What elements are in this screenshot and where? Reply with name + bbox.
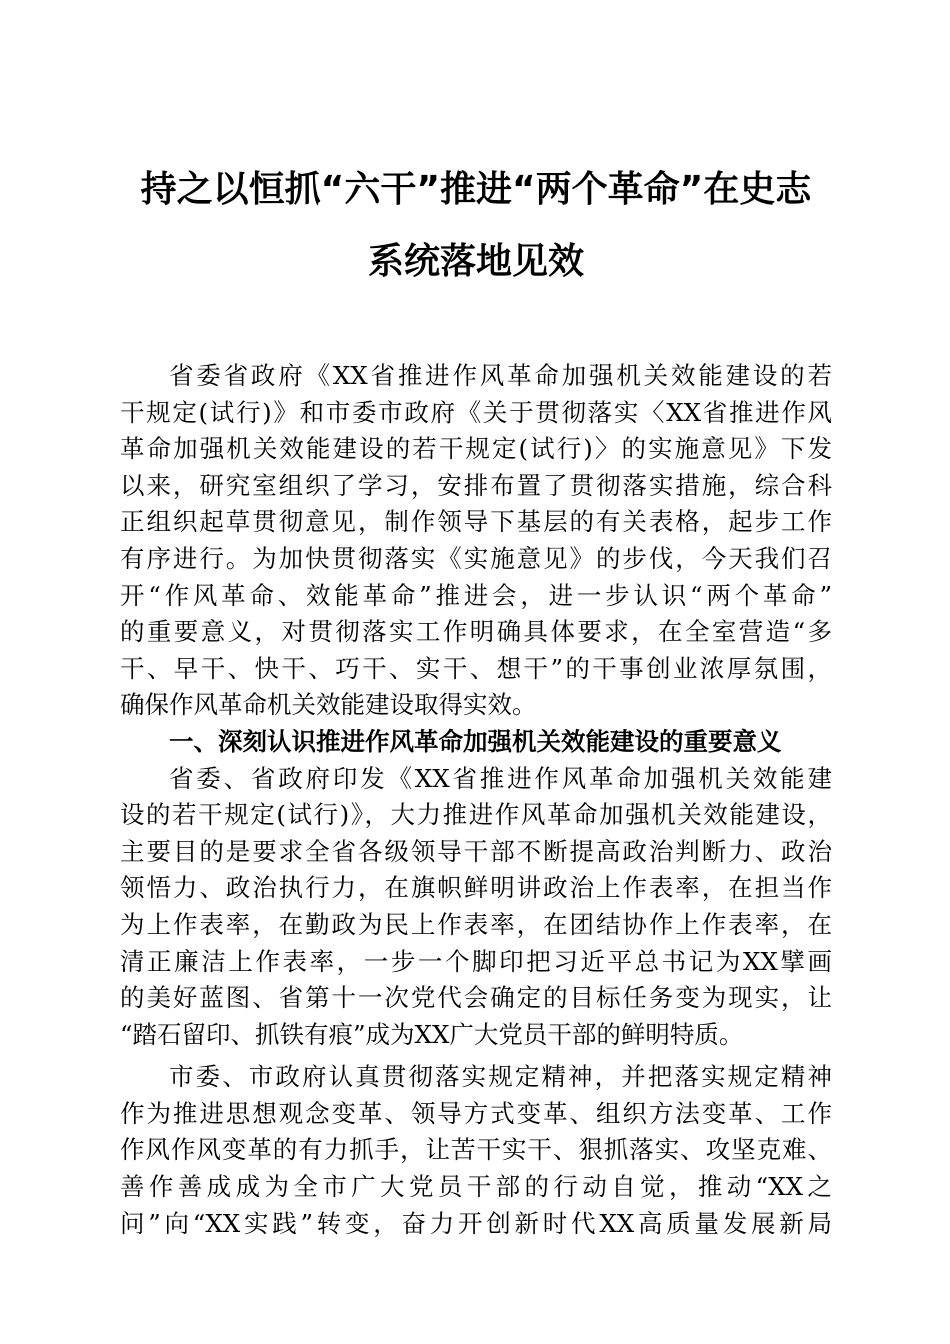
paragraph-section1-a — [120, 761, 832, 1054]
paragraph-intro — [120, 358, 832, 724]
paragraph-line: 作风作风变革的有力抓手，让苦干实干、狠抓落实、攻坚克难、 — [120, 1135, 832, 1165]
paragraph-line: 以来，研究室组织了学习，安排布置了贯彻落实措施，综合科 — [120, 470, 832, 500]
document-title-line-2: 系统落地见效 — [367, 241, 584, 282]
paragraph-line: 的重要意义，对贯彻落实工作明确具体要求，在全室营造“多 — [120, 617, 832, 647]
paragraph-line: 作为推进思想观念变革、领导方式变革、组织方法变革、工作 — [120, 1098, 832, 1128]
paragraph-line: 问”向“XX实践”转变，奋力开创新时代XX高质量发展新局 — [120, 1208, 832, 1238]
paragraph-line: “踏石留印、抓铁有痕”成为XX广大党员干部的鲜明特质。 — [120, 1019, 744, 1049]
document-title-line-1: 持之以恒抓“六干”推进“两个革命”在史志 — [140, 169, 812, 210]
paragraph-section1-b — [120, 1059, 832, 1242]
paragraph-line: 干规定(试行)》和市委市政府《关于贯彻落实〈XX省推进作风 — [120, 397, 832, 427]
paragraph-line: 善作善成成为全市广大党员干部的行动自觉，推动“XX之 — [120, 1172, 832, 1202]
paragraph-line: 市委、市政府认真贯彻落实规定精神，并把落实规定精神 — [169, 1062, 832, 1092]
paragraph-line: 确保作风革命机关效能建设取得实效。 — [120, 690, 537, 720]
paragraph-line: 领悟力、政治执行力，在旗帜鲜明讲政治上作表率，在担当作 — [120, 873, 832, 903]
paragraph-line: 省委省政府《XX省推进作风革命加强机关效能建设的若 — [169, 361, 832, 390]
paragraph-line: 的美好蓝图、省第十一次党代会确定的目标任务变为现实，让 — [120, 983, 832, 1013]
paragraph-line: 开“作风革命、效能革命”推进会，进一步认识“两个革命” — [120, 580, 832, 610]
paragraph-line: 正组织起草贯彻意见，制作领导下基层的有关表格，起步工作 — [120, 507, 832, 537]
section-heading-1: 一、深刻认识推进作风革命加强机关效能建设的重要意义 — [169, 726, 782, 756]
paragraph-line: 干、早干、快干、巧干、实干、想干”的干事创业浓厚氛围， — [120, 653, 832, 683]
paragraph-line: 有序进行。为加快贯彻落实《实施意见》的步伐，今天我们召 — [120, 543, 832, 573]
paragraph-line: 省委、省政府印发《XX省推进作风革命加强机关效能建 — [169, 763, 832, 793]
paragraph-line: 清正廉洁上作表率，一步一个脚印把习近平总书记为XX擘画 — [120, 946, 832, 976]
paragraph-line: 为上作表率，在勤政为民上作表率，在团结协作上作表率，在 — [120, 909, 832, 939]
paragraph-line: 设的若干规定(试行)》，大力推进作风革命加强机关效能建设， — [120, 800, 832, 830]
document-body — [120, 358, 832, 1242]
paragraph-line: 主要目的是要求全省各级领导干部不断提高政治判断力、政治 — [120, 836, 832, 866]
paragraph-line: 革命加强机关效能建设的若干规定(试行)〉的实施意见》下发 — [120, 434, 832, 464]
